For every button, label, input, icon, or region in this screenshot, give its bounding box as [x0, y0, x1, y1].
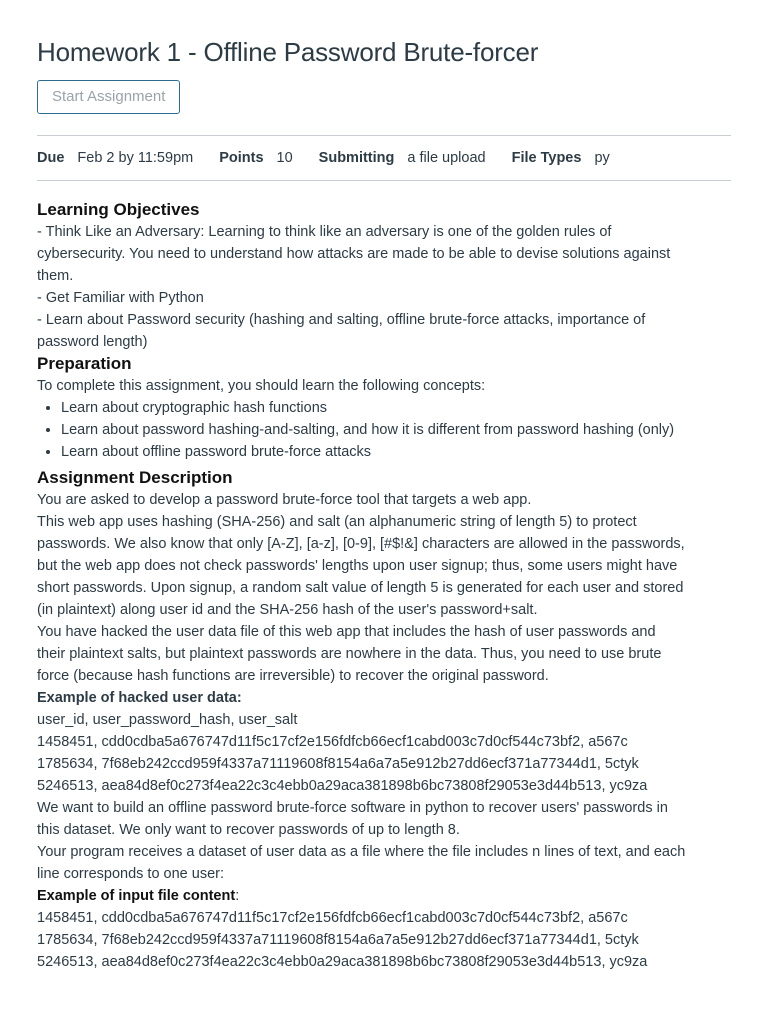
assignment-description — [37, 181, 731, 973]
learning-line: - Get Familiar with Python — [37, 290, 204, 306]
input-data-line: 1785634, 7f68eb242ccd959f4337a71119608f8154a6a7a5e912b27dd6ecf371a77344d1, 5ctyk — [37, 932, 639, 948]
due-label: Due — [37, 150, 65, 166]
hacked-data-example-heading: Example of hacked user data: — [37, 690, 242, 706]
description-line: Your program receives a dataset of user data as a file where the file includes n lines of text, and each — [37, 844, 686, 860]
file-types-value: py — [594, 150, 610, 166]
hacked-data-line: user_id, user_password_hash, user_salt — [37, 712, 298, 728]
assignment-description-heading: Assignment Description — [37, 468, 233, 487]
assignment-details — [37, 136, 731, 180]
description-line: (in plaintext) along user id and the SHA-256 hash of the user's password+salt. — [37, 602, 538, 618]
points-detail — [219, 150, 292, 166]
input-example-heading: Example of input file content — [37, 888, 236, 904]
points-value: 10 — [276, 150, 293, 166]
input-data-line: 1458451, cdd0cdba5a676747d11f5c17cf2e156fdfcb66ecf1cabd003c7d0cf544c73bf2, a567c — [37, 910, 628, 926]
hacked-data-line: 1458451, cdd0cdba5a676747d11f5c17cf2e156fdfcb66ecf1cabd003c7d0cf544c73bf2, a567c — [37, 734, 628, 750]
list-item: • Learn about cryptographic hash functions — [61, 397, 731, 419]
description-line: short passwords. Upon signup, a random salt value of length 5 is generated for each user and stored — [37, 580, 684, 596]
input-example-colon: : — [235, 888, 240, 904]
description-line: their plaintext salts, but plaintext passwords are nowhere in the data. Thus, you need to use brute — [37, 646, 662, 662]
points-label: Points — [219, 150, 264, 166]
learning-line: - Think Like an Adversary: Learning to think like an adversary is one of the golden rules of — [37, 224, 612, 240]
description-line: force (because hash functions are irreversible) to recover the original password. — [37, 668, 549, 684]
input-example-heading-row — [37, 885, 731, 907]
due-detail — [37, 150, 193, 166]
preparation-intro: To complete this assignment, you should learn the following concepts: — [37, 378, 486, 394]
hacked-data-line: 1785634, 7f68eb242ccd959f4337a71119608f8154a6a7a5e912b27dd6ecf371a77344d1, 5ctyk — [37, 756, 639, 772]
description-line: This web app uses hashing (SHA-256) and salt (an alphanumeric string of length 5) to protect — [37, 514, 637, 530]
description-line: line corresponds to one user: — [37, 866, 224, 882]
input-data-line: 5246513, aea84d8ef0c273f4ea22c3c4ebb0a29aca381898b6bc73808f29053e3d44b513, yc9za — [37, 954, 648, 970]
submitting-value: a file upload — [407, 150, 486, 166]
description-line: You have hacked the user data file of this web app that includes the hash of user passwords and — [37, 624, 656, 640]
page-title: Homework 1 - Offline Password Brute-forcer — [37, 37, 539, 67]
description-line: You are asked to develop a password brute-force tool that targets a web app. — [37, 492, 532, 508]
hacked-data-line: 5246513, aea84d8ef0c273f4ea22c3c4ebb0a29aca381898b6bc73808f29053e3d44b513, yc9za — [37, 778, 648, 794]
learning-line: - Learn about Password security (hashing and salting, offline brute-force attacks, importance of — [37, 312, 646, 328]
preparation-list — [37, 397, 731, 463]
list-item: • Learn about offline password brute-force attacks — [61, 441, 731, 463]
learning-line: password length) — [37, 334, 148, 350]
learning-objectives-heading: Learning Objectives — [37, 200, 200, 219]
learning-line: them. — [37, 268, 74, 284]
due-value: Feb 2 by 11:59pm — [77, 150, 194, 166]
file-types-detail — [512, 150, 610, 166]
file-types-label: File Types — [511, 150, 582, 166]
description-line: passwords. We also know that only [A-Z], [a-z], [0-9], [#$!&] characters are allowed in the passwords, — [37, 536, 685, 552]
preparation-heading: Preparation — [37, 354, 132, 373]
start-assignment-button[interactable]: Start Assignment — [37, 80, 180, 114]
description-line: but the web app does not check passwords' lengths upon user signup; thus, some users might have — [37, 558, 678, 574]
submitting-label: Submitting — [318, 150, 395, 166]
description-line: this dataset. We only want to recover passwords of up to length 8. — [37, 822, 460, 838]
submitting-detail — [319, 150, 486, 166]
list-item: • Learn about password hashing-and-salting, and how it is different from password hashing (only) — [61, 419, 731, 441]
learning-line: cybersecurity. You need to understand how attacks are made to be able to devise solutions against — [37, 246, 671, 262]
description-line: We want to build an offline password brute-force software in python to recover users' passwords in — [37, 800, 668, 816]
